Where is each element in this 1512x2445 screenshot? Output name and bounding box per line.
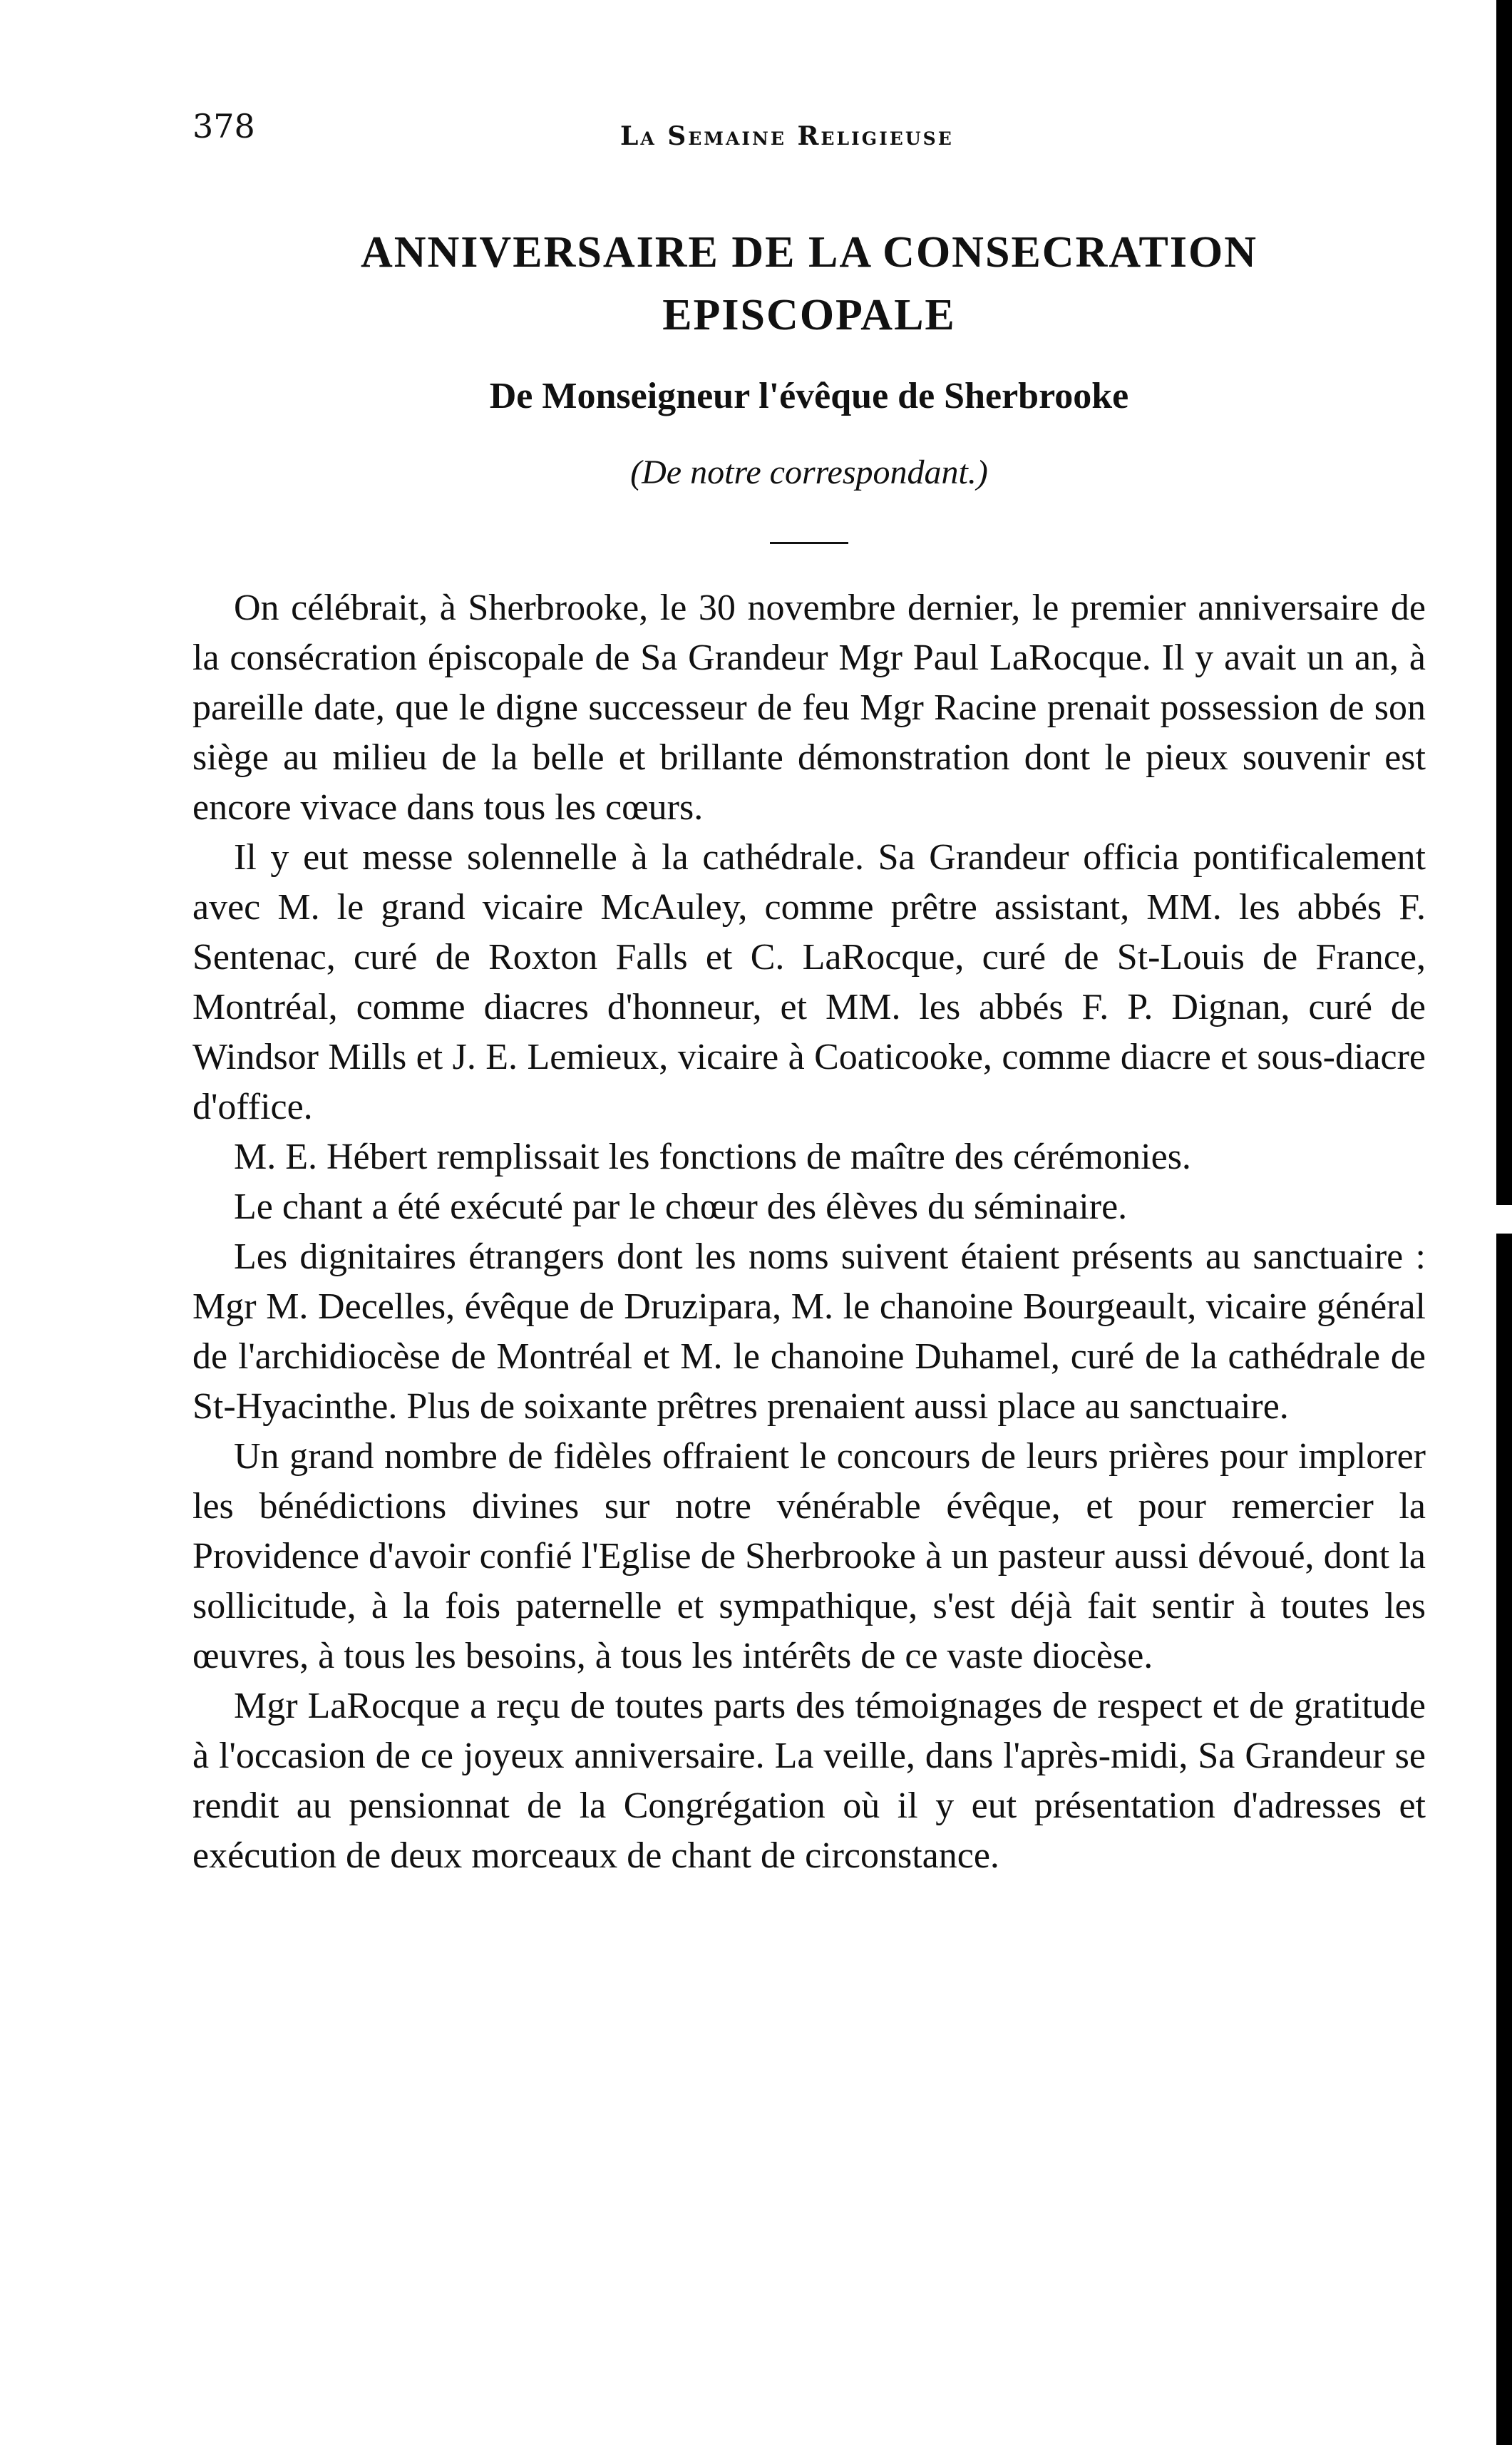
paragraph-6: Un grand nombre de fidèles offraient le concours de leurs prières pour implorer les bénédictions divines sur notre vénérable évêque, et pour remercier la Providence d'avoir confié l'Eglise de Sherbrooke à un pasteur aussi dévoué, dont la sollicitude, à la fois paternelle et sympathique, s'est déjà fait sentir à toutes les œuvres, à tous les besoins, à tous les intérêts de ce vaste diocèse. (192, 1436, 1426, 1676)
article-title-line-2: EPISCOPALE (662, 291, 956, 339)
article-byline: (De notre correspondant.) (630, 453, 988, 491)
paragraph-2: Il y eut messe solennelle à la cathédrale. Sa Grandeur officia pontificalement avec M. le grand vicaire McAuley, comme prêtre assistant, MM. les abbés F. Sentenac, curé de Roxton Falls et C. LaRocque, curé de St-Louis de France, Montréal, comme diacres d'honneur, et MM. les abbés F. P. Dignan, curé de Windsor Mills et J. E. Lemieux, vicaire à Coaticooke, comme diacre et sous-diacre d'office. (192, 837, 1426, 1127)
paragraph-7: Mgr LaRocque a reçu de toutes parts des témoignages de respect et de gratitude à l'occasion de ce joyeux anniversaire. La veille, dans l'après-midi, Sa Grandeur se rendit au pensionnat de la Congrégation où il y eut présentation d'adresses et exécution de deux morceaux de chant de circonstance. (192, 1686, 1426, 1876)
journal-title: La Semaine Religieuse (620, 121, 954, 151)
running-head (192, 107, 1426, 164)
paragraph-5: Les dignitaires étrangers dont les noms suivent étaient présents au sanctuaire : Mgr M. Decelles, évêque de Druzipara, M. le chanoine Bourgeault, vicaire général de l'archidiocèse de Montréal et M. le chanoine Duhamel, curé de la cathédrale de St-Hyacinthe. Plus de soixante prêtres prenaient aussi place au sanctuaire. (192, 1236, 1426, 1427)
article-title-line-1: ANNIVERSAIRE DE LA CONSECRATION (360, 228, 1258, 277)
page-number: 378 (192, 107, 255, 145)
paragraph-1: On célébrait, à Sherbrooke, le 30 novembre dernier, le premier anniversaire de la consécration épiscopale de Sa Grandeur Mgr Paul LaRocque. Il y avait un an, à pareille date, que le digne successeur de feu Mgr Racine prenait possession de son siège au milieu de la belle et brillante démonstration dont le pieux souvenir est encore vivace dans tous les cœurs. (192, 588, 1426, 828)
section-divider (770, 542, 848, 544)
article-subtitle: De Monseigneur l'évêque de Sherbrooke (489, 376, 1129, 416)
article-title (192, 221, 1426, 347)
document-page (192, 107, 1426, 1881)
page-edge-gap (1496, 1205, 1512, 1234)
article-body (192, 583, 1426, 1881)
paragraph-4: Le chant a été exécuté par le chœur des élèves du séminaire. (234, 1186, 1128, 1227)
paragraph-3: M. E. Hébert remplissait les fonctions de maître des cérémonies. (234, 1137, 1191, 1177)
